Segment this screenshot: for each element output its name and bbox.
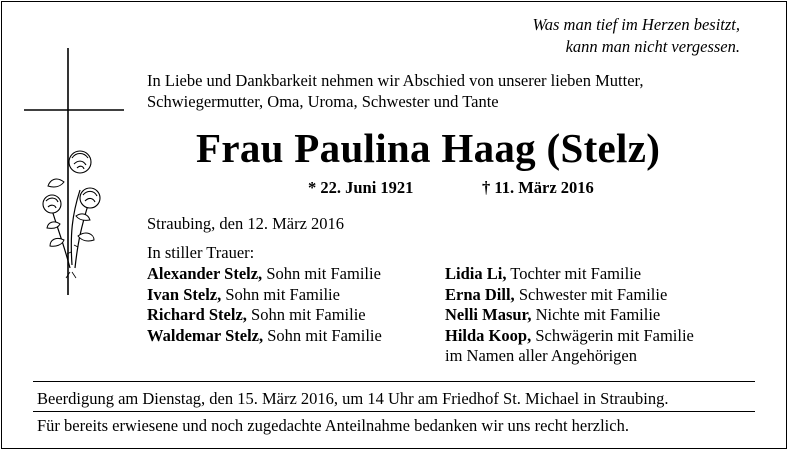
thanks-text: Für bereits erwiesene und noch zugedachte Anteilnahme bedanken wir uns recht herzlich. (37, 416, 629, 435)
mourner-relation: Sohn mit Familie (263, 325, 382, 345)
mourner-relation: Nichte mit Familie (531, 305, 661, 324)
mourner-relation: Sohn mit Familie (262, 264, 381, 283)
mourner-name: Richard Stelz, (147, 305, 247, 324)
mourners-left-list (147, 264, 382, 346)
intro-text (147, 70, 643, 112)
mourner-name: Ivan Stelz, (147, 284, 222, 304)
birth-date: * 22. Juni 1921 (308, 178, 414, 197)
epigraph-quote (533, 14, 740, 58)
mourner-name: Waldemar Stelz, (147, 325, 264, 345)
mourner-row (147, 305, 382, 326)
mourner-relation: Schwester mit Familie (514, 284, 668, 304)
mourner-name: Alexander Stelz, (147, 264, 263, 283)
quote-line-1: Was man tief im Herzen besitzt, (532, 15, 740, 34)
intro-line-2: Schwiegermutter, Oma, Uroma, Schwester und Tante (147, 92, 499, 111)
mourner-row (147, 264, 382, 285)
deceased-name: Frau Paulina Haag (Stelz) (196, 125, 661, 171)
mourner-relation: Tochter mit Familie (506, 264, 642, 283)
mourner-row (445, 264, 694, 285)
funeral-info: Beerdigung am Dienstag, den 15. März 2016, um 14 Uhr am Friedhof St. Michael in Straubing. (37, 389, 669, 408)
mourner-row (445, 305, 694, 326)
mourner-row (147, 326, 382, 347)
mourner-row (445, 326, 694, 347)
divider-bottom (33, 411, 755, 412)
mourner-name: Erna Dill, (445, 284, 515, 304)
mourner-row (147, 285, 382, 306)
all-relatives: im Namen aller Angehörigen (445, 346, 637, 365)
mourner-name: Hilda Koop, (445, 325, 532, 345)
mourner-relation: Schwägerin mit Familie (531, 325, 694, 345)
mourners-right-list (445, 264, 694, 367)
mourner-name: Nelli Masur, (445, 305, 532, 324)
mourner-relation: Sohn mit Familie (221, 284, 340, 304)
mourner-name: Lidia Li, (445, 264, 507, 283)
place-date: Straubing, den 12. März 2016 (147, 214, 345, 233)
intro-line-1: In Liebe und Dankbarkeit nehmen wir Abschied von unserer lieben Mutter, (147, 71, 644, 90)
mourner-row (445, 285, 694, 306)
cross-with-roses-icon (20, 40, 130, 300)
mourning-label: In stiller Trauer: (147, 243, 255, 262)
divider-top (33, 381, 755, 382)
quote-line-2: kann man nicht vergessen. (565, 37, 740, 56)
death-date: † 11. März 2016 (482, 178, 594, 197)
mourner-relation: Sohn mit Familie (246, 305, 366, 324)
